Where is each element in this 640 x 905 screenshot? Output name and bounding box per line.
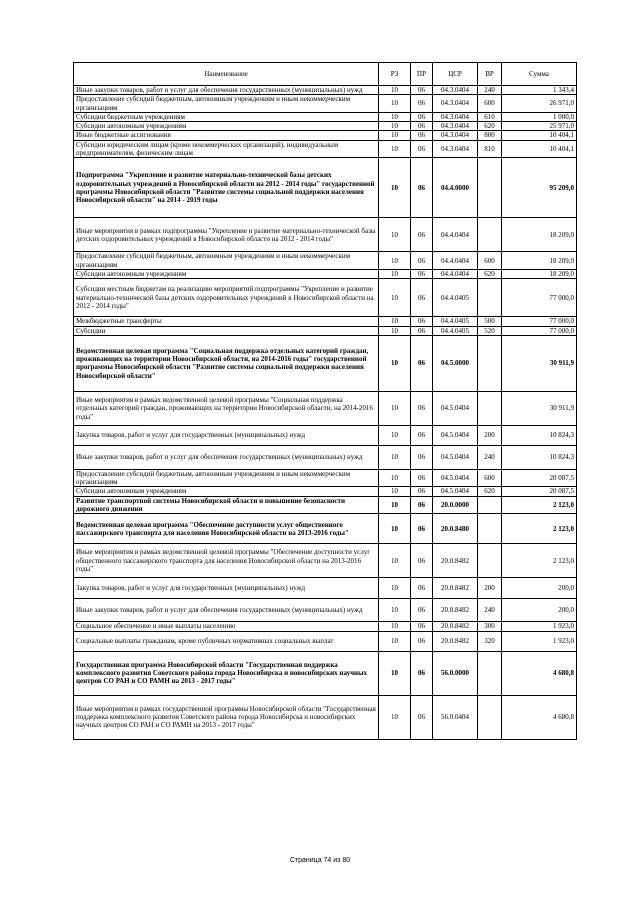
cell-rz: 10 (379, 326, 411, 335)
table-row (74, 631, 577, 651)
cell-csr: 20.0.8482 (433, 622, 478, 631)
cell-csr: 04.5.0404 (433, 445, 478, 469)
cell-sum: 20 087,5 (502, 487, 577, 496)
cell-vr: 620 (478, 269, 502, 278)
cell-csr: 04.4.0405 (433, 279, 478, 317)
cell-name: Социальные выплаты гражданам, кроме публичных нормативных социальных выплат (74, 631, 379, 651)
cell-vr: 520 (478, 326, 502, 335)
cell-csr: 04.4.0404 (433, 218, 478, 252)
cell-name: Иные мероприятия в рамках ведомственной целевой программы "Обеспечение доступности услуг общественного пассажирского транспорта для населения Новосибирской области на 2013-2016 годы" (74, 544, 379, 578)
cell-sum: 200,0 (502, 599, 577, 622)
cell-vr (478, 544, 502, 578)
cell-rz: 10 (379, 218, 411, 252)
cell-sum: 10 824,3 (502, 445, 577, 469)
cell-name: Иные бюджетные ассигнования (74, 131, 379, 140)
cell-name: Развитие транспортной системы Новосибирской области и повышение безопасности дорожного движения (74, 496, 379, 514)
table-row (74, 695, 577, 739)
table-row (74, 131, 577, 140)
cell-pr: 06 (411, 544, 433, 578)
cell-vr: 610 (478, 112, 502, 121)
cell-pr: 06 (411, 326, 433, 335)
cell-name: Государственная программа Новосибирской области "Государственная поддержка комплексного развития Советского района города Новосибирска и новосибирских научных центров СО РАН и СО РАМН на 2013 - 2017 годы" (74, 651, 379, 695)
cell-name: Субсидии (74, 326, 379, 335)
cell-pr: 06 (411, 218, 433, 252)
cell-vr (478, 496, 502, 514)
cell-sum: 18 209,0 (502, 252, 577, 270)
cell-csr: 20.0.8482 (433, 544, 478, 578)
cell-sum: 4 680,8 (502, 651, 577, 695)
cell-rz: 10 (379, 469, 411, 487)
cell-rz: 10 (379, 112, 411, 121)
cell-rz: 10 (379, 651, 411, 695)
cell-sum: 10 404,1 (502, 131, 577, 140)
cell-rz: 10 (379, 514, 411, 544)
table-row (74, 622, 577, 631)
cell-rz: 10 (379, 140, 411, 158)
cell-name: Ведомственная целевая программа "Социальная поддержка отдельных категорий граждан, проживающих на территории Новосибирской области, на 2014-2016 годы" государственной программы Новосибирской области "Развитие системы социальной поддержки населения Новосибирской области" (74, 335, 379, 391)
table-row (74, 544, 577, 578)
table-row (74, 326, 577, 335)
cell-csr: 04.3.0404 (433, 140, 478, 158)
cell-csr: 56.0.0000 (433, 651, 478, 695)
table-row (74, 269, 577, 278)
cell-rz: 10 (379, 158, 411, 218)
cell-pr: 06 (411, 622, 433, 631)
cell-rz: 10 (379, 269, 411, 278)
cell-csr: 04.5.0000 (433, 335, 478, 391)
cell-pr: 06 (411, 445, 433, 469)
cell-sum: 1 923,0 (502, 622, 577, 631)
cell-name: Иные закупки товаров, работ и услуг для обеспечения государственных (муниципальных) нужд (74, 86, 379, 95)
table-row (74, 86, 577, 95)
cell-pr: 06 (411, 122, 433, 131)
cell-vr: 200 (478, 425, 502, 445)
cell-vr (478, 218, 502, 252)
budget-table (73, 62, 577, 740)
cell-rz: 10 (379, 252, 411, 270)
cell-sum: 18 209,0 (502, 218, 577, 252)
cell-name: Субсидии автономным учреждениям (74, 487, 379, 496)
cell-rz: 10 (379, 391, 411, 425)
cell-vr (478, 279, 502, 317)
cell-pr: 06 (411, 599, 433, 622)
table-row (74, 279, 577, 317)
cell-sum: 26 971,0 (502, 95, 577, 113)
header-sum: Сумма (502, 63, 577, 86)
page-number: Страница 74 из 80 (289, 857, 351, 864)
cell-pr: 06 (411, 86, 433, 95)
cell-name: Субсидии юридическим лицам (кроме некоммерческих организаций), индивидуальным предпринимателям, физическим лицам (74, 140, 379, 158)
cell-pr: 06 (411, 651, 433, 695)
cell-vr (478, 514, 502, 544)
cell-name: Подпрограмма "Укрепление и развитие материально-технической базы детских оздоровительных учреждений в Новосибирской области на 2012 - 2014 годы" государственной программы Новосибирской области "Развитие системы социальной поддержки населения Новосибирской области" на 2014 - 2019 годы (74, 158, 379, 218)
cell-pr: 06 (411, 631, 433, 651)
cell-sum: 95 209,0 (502, 158, 577, 218)
cell-rz: 10 (379, 544, 411, 578)
cell-pr: 06 (411, 317, 433, 326)
cell-vr: 320 (478, 631, 502, 651)
cell-sum: 20 087,5 (502, 469, 577, 487)
cell-csr: 04.5.0404 (433, 469, 478, 487)
table-row (74, 469, 577, 487)
cell-csr: 20.0.8482 (433, 599, 478, 622)
cell-vr: 620 (478, 487, 502, 496)
cell-sum: 10 824,3 (502, 425, 577, 445)
cell-csr: 56.0.0404 (433, 695, 478, 739)
cell-name: Иные мероприятия в рамках ведомственной целевой программы "Социальная поддержка отдельных категорий граждан, проживающих на территории Новосибирской области, на 2014-2016 годы" (74, 391, 379, 425)
cell-name: Субсидии бюджетным учреждениям (74, 112, 379, 121)
header-csr: ЦСР (433, 63, 478, 86)
table-row (74, 95, 577, 113)
table-row (74, 140, 577, 158)
table-row (74, 445, 577, 469)
cell-vr: 500 (478, 317, 502, 326)
cell-pr: 06 (411, 252, 433, 270)
cell-vr: 300 (478, 622, 502, 631)
cell-name: Предоставление субсидий бюджетным, автономным учреждениям и иным некоммерческим организациям (74, 252, 379, 270)
cell-pr: 06 (411, 578, 433, 599)
cell-vr: 810 (478, 140, 502, 158)
cell-vr: 200 (478, 578, 502, 599)
table-body (74, 86, 577, 740)
table-row (74, 122, 577, 131)
cell-rz: 10 (379, 695, 411, 739)
cell-vr: 600 (478, 469, 502, 487)
header-name: Наименование (74, 63, 379, 86)
table-row (74, 218, 577, 252)
cell-name: Межбюджетные трансферты (74, 317, 379, 326)
cell-pr: 06 (411, 695, 433, 739)
table-row (74, 514, 577, 544)
cell-name: Закупка товаров, работ и услуг для государственных (муниципальных) нужд (74, 578, 379, 599)
cell-csr: 04.3.0404 (433, 131, 478, 140)
cell-name: Предоставление субсидий бюджетным, автономным учреждениям и иным некоммерческим организациям (74, 469, 379, 487)
cell-rz: 10 (379, 445, 411, 469)
table-row (74, 317, 577, 326)
cell-sum: 77 000,0 (502, 326, 577, 335)
cell-pr: 06 (411, 469, 433, 487)
table-row (74, 425, 577, 445)
cell-sum: 2 123,0 (502, 544, 577, 578)
cell-name: Закупка товаров, работ и услуг для государственных (муниципальных) нужд (74, 425, 379, 445)
cell-sum: 77 000,0 (502, 279, 577, 317)
cell-sum: 1 343,4 (502, 86, 577, 95)
cell-csr: 04.3.0404 (433, 95, 478, 113)
cell-rz: 10 (379, 122, 411, 131)
header-rz: РЗ (379, 63, 411, 86)
cell-csr: 04.5.0404 (433, 391, 478, 425)
cell-rz: 10 (379, 279, 411, 317)
cell-sum: 30 911,9 (502, 391, 577, 425)
cell-pr: 06 (411, 335, 433, 391)
cell-csr: 20.0.8482 (433, 631, 478, 651)
cell-pr: 06 (411, 269, 433, 278)
cell-rz: 10 (379, 578, 411, 599)
cell-vr: 240 (478, 86, 502, 95)
cell-sum: 2 123,0 (502, 514, 577, 544)
table-row (74, 487, 577, 496)
cell-vr (478, 335, 502, 391)
cell-pr: 06 (411, 131, 433, 140)
cell-csr: 04.4.0405 (433, 317, 478, 326)
cell-csr: 20.0.8482 (433, 578, 478, 599)
cell-csr: 04.3.0404 (433, 122, 478, 131)
cell-vr: 600 (478, 252, 502, 270)
cell-csr: 04.5.0404 (433, 487, 478, 496)
cell-rz: 10 (379, 599, 411, 622)
cell-vr: 600 (478, 95, 502, 113)
cell-vr (478, 391, 502, 425)
header-vr: ВР (478, 63, 502, 86)
cell-pr: 06 (411, 95, 433, 113)
cell-rz: 10 (379, 631, 411, 651)
cell-sum: 77 000,0 (502, 317, 577, 326)
cell-sum: 18 209,0 (502, 269, 577, 278)
cell-rz: 10 (379, 86, 411, 95)
table-row (74, 335, 577, 391)
cell-vr: 620 (478, 122, 502, 131)
cell-sum: 25 971,0 (502, 122, 577, 131)
cell-sum: 2 123,0 (502, 496, 577, 514)
cell-sum: 1 923,0 (502, 631, 577, 651)
cell-name: Иные мероприятия в рамках подпрограммы "Укрепление и развитие материально-технической базы детских оздоровительных учреждений в Новосибирской области на 2012 - 2014 годы" (74, 218, 379, 252)
header-pr: ПР (411, 63, 433, 86)
table-row (74, 496, 577, 514)
cell-sum: 4 680,8 (502, 695, 577, 739)
table-row (74, 112, 577, 121)
cell-csr: 04.4.0404 (433, 269, 478, 278)
cell-name: Предоставление субсидий бюджетным, автономным учреждениям и иным некоммерческим организациям (74, 95, 379, 113)
table-row (74, 651, 577, 695)
cell-sum: 1 000,0 (502, 112, 577, 121)
cell-csr: 04.5.0404 (433, 425, 478, 445)
cell-rz: 10 (379, 131, 411, 140)
cell-name: Субсидии автономным учреждениям (74, 122, 379, 131)
cell-vr (478, 695, 502, 739)
cell-csr: 20.0.0000 (433, 496, 478, 514)
cell-name: Субсидии автономным учреждениям (74, 269, 379, 278)
cell-sum: 30 911,9 (502, 335, 577, 391)
cell-vr (478, 158, 502, 218)
cell-pr: 06 (411, 487, 433, 496)
cell-csr: 20.0.8480 (433, 514, 478, 544)
cell-name: Иные закупки товаров, работ и услуг для обеспечения государственных (муниципальных) нужд (74, 445, 379, 469)
cell-rz: 10 (379, 496, 411, 514)
cell-vr: 800 (478, 131, 502, 140)
cell-rz: 10 (379, 487, 411, 496)
cell-rz: 10 (379, 335, 411, 391)
cell-name: Иные мероприятия в рамках государственной программы Новосибирской области "Государственная поддержка комплексного развития Советского района города Новосибирска и новосибирских научных центров СО РАН и СО РАМН на 2013 - 2017 годы" (74, 695, 379, 739)
cell-csr: 04.4.0000 (433, 158, 478, 218)
cell-vr: 240 (478, 445, 502, 469)
table-row (74, 599, 577, 622)
cell-sum: 200,0 (502, 578, 577, 599)
cell-pr: 06 (411, 158, 433, 218)
cell-csr: 04.3.0404 (433, 112, 478, 121)
table-row (74, 252, 577, 270)
cell-pr: 06 (411, 140, 433, 158)
cell-rz: 10 (379, 95, 411, 113)
cell-rz: 10 (379, 622, 411, 631)
table-row (74, 158, 577, 218)
cell-pr: 06 (411, 425, 433, 445)
cell-pr: 06 (411, 112, 433, 121)
cell-name: Субсидии местным бюджетам на реализацию мероприятий подпрограммы "Укрепление и развитие материально-технической базы детских оздоровительных учреждений в Новосибирской области на 2012 - 2014 годы" (74, 279, 379, 317)
cell-name: Социальное обеспечение и иные выплаты населению (74, 622, 379, 631)
cell-pr: 06 (411, 496, 433, 514)
cell-name: Ведомственная целевая программа "Обеспечение доступности услуг общественного пассажирского транспорта для населения Новосибирской области на 2013-2016 годы" (74, 514, 379, 544)
cell-csr: 04.3.0404 (433, 86, 478, 95)
cell-sum: 10 404,1 (502, 140, 577, 158)
table-row (74, 391, 577, 425)
cell-csr: 04.4.0404 (433, 252, 478, 270)
cell-csr: 04.4.0405 (433, 326, 478, 335)
cell-rz: 10 (379, 317, 411, 326)
cell-vr (478, 651, 502, 695)
cell-rz: 10 (379, 425, 411, 445)
cell-pr: 06 (411, 391, 433, 425)
cell-pr: 06 (411, 514, 433, 544)
cell-pr: 06 (411, 279, 433, 317)
cell-name: Иные закупки товаров, работ и услуг для обеспечения государственных (муниципальных) нужд (74, 599, 379, 622)
table-header (74, 63, 577, 86)
table-row (74, 578, 577, 599)
cell-vr: 240 (478, 599, 502, 622)
